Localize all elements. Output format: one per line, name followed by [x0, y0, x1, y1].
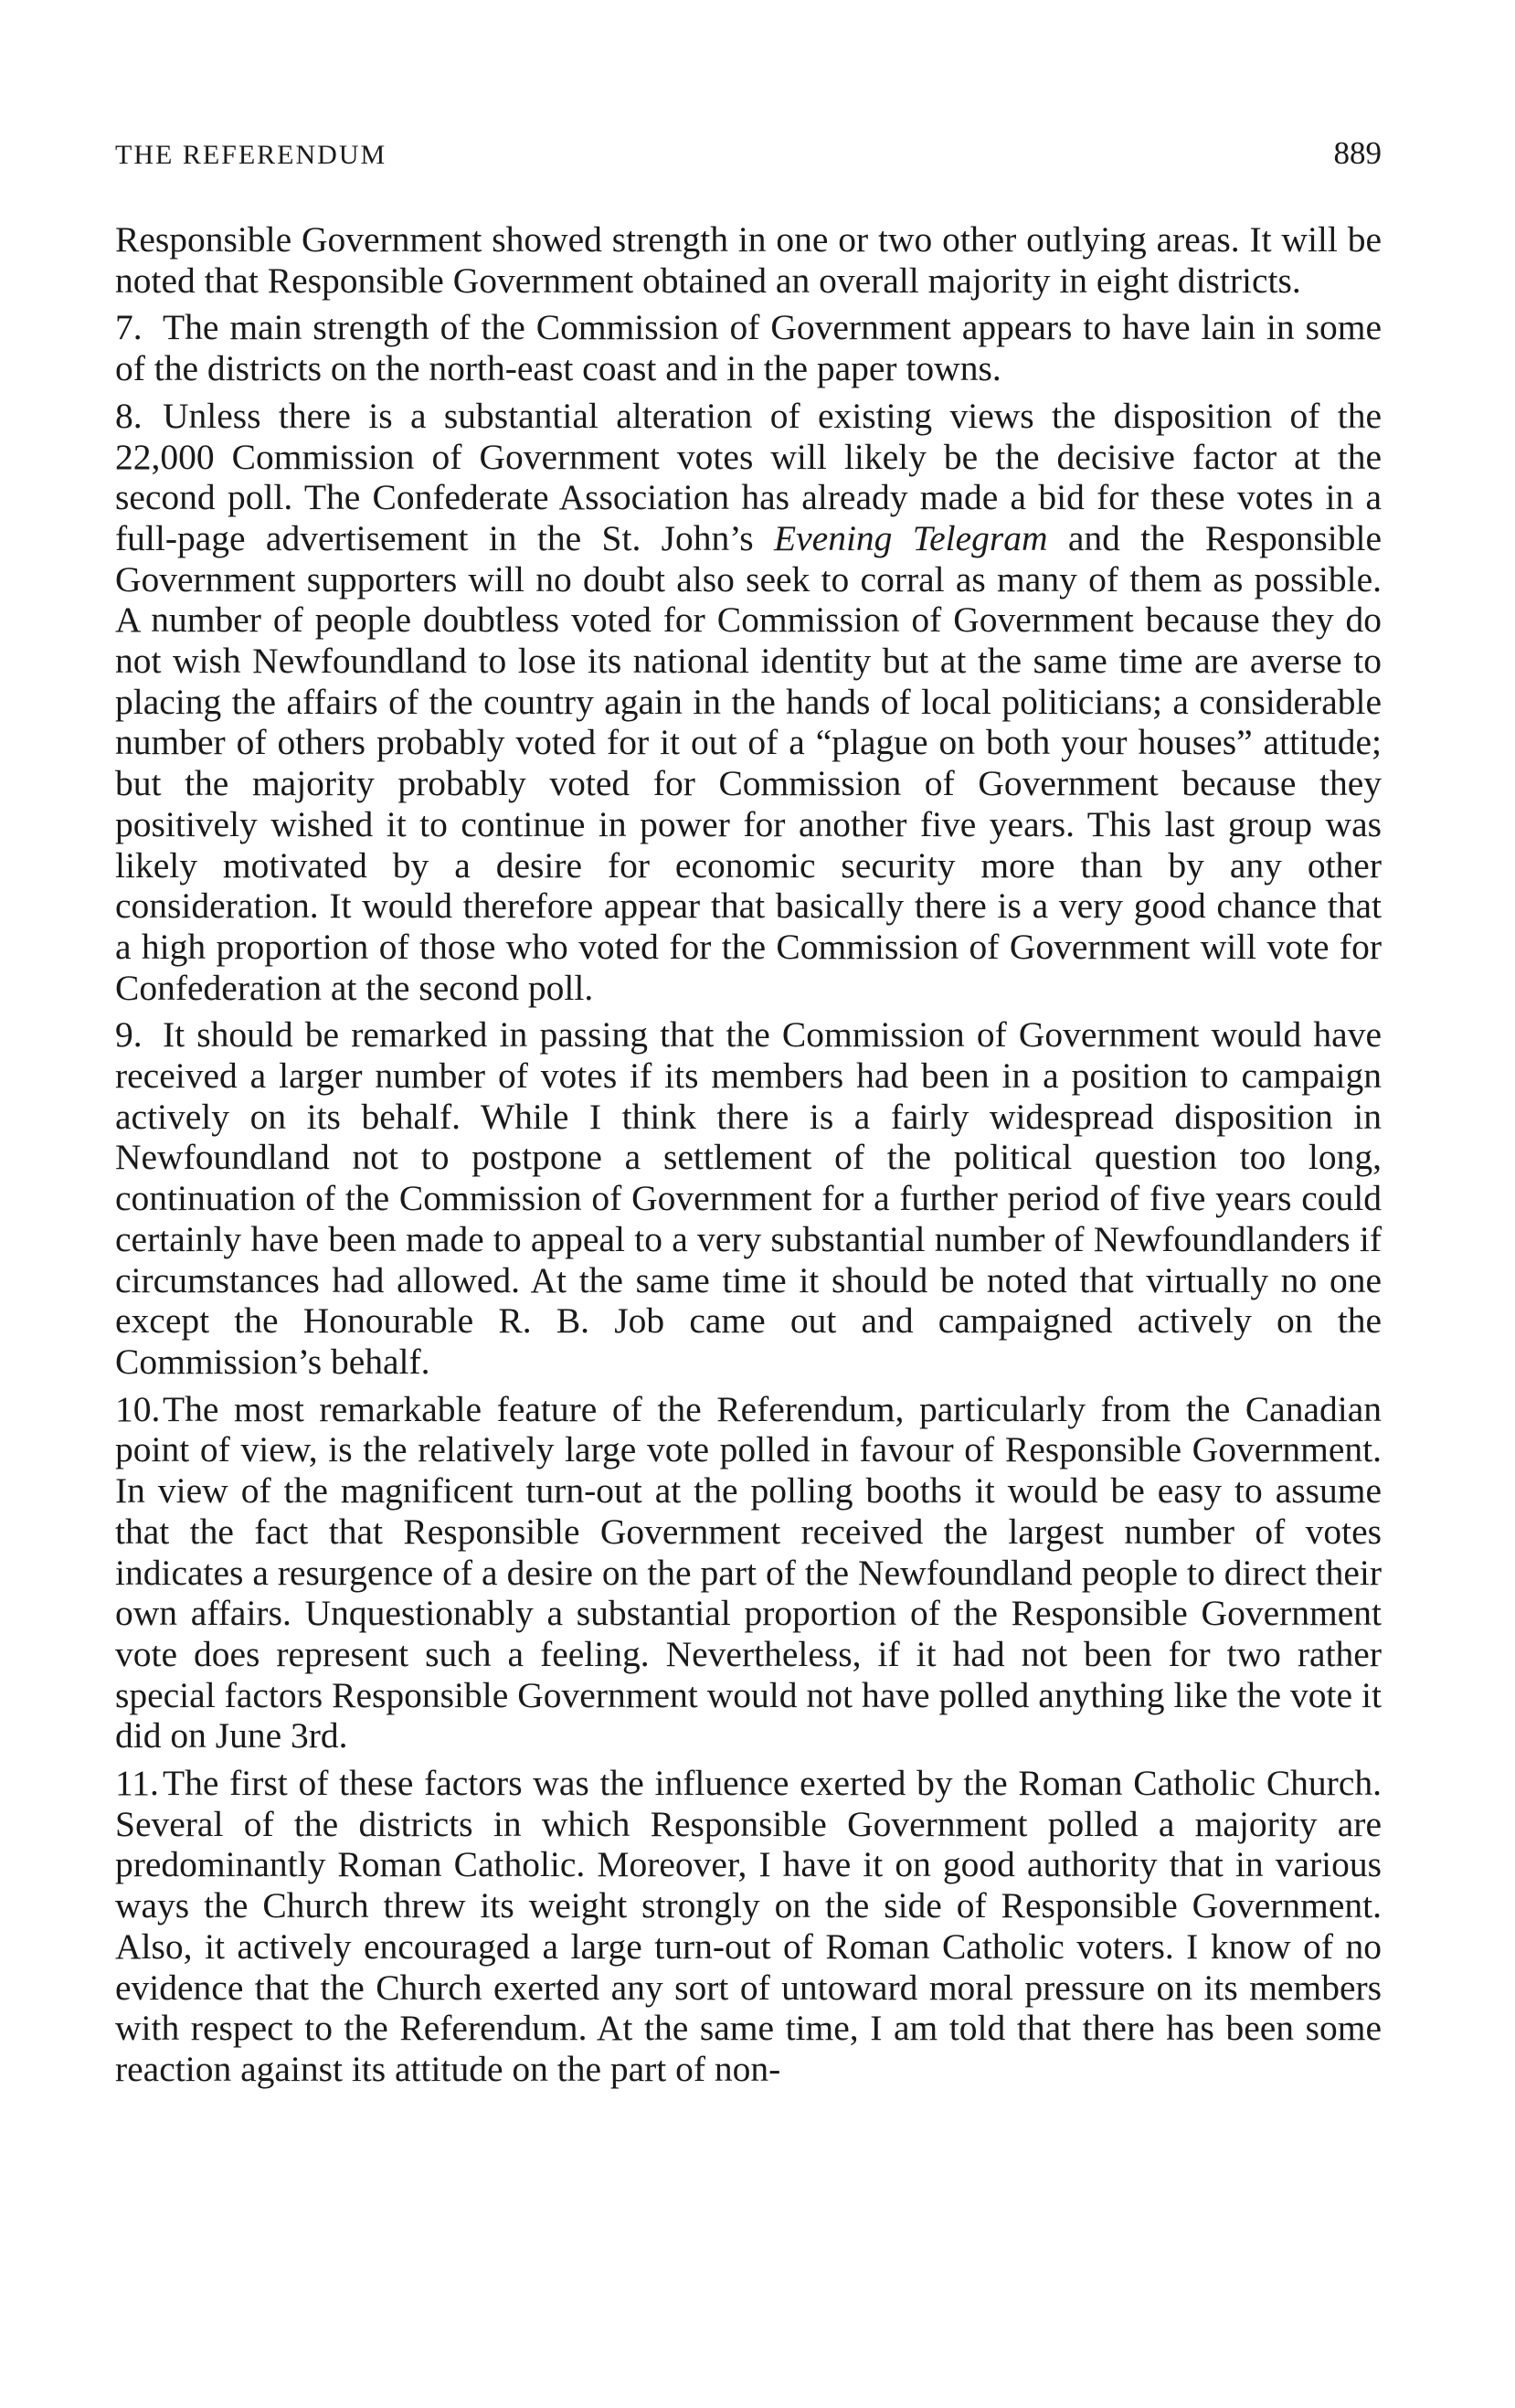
newspaper-title: Evening Telegram — [774, 517, 1048, 558]
document-page — [115, 135, 1382, 2096]
paragraph-text: The main strength of the Commission of Government appears to have lain in some of the districts on the north-east coast and in the paper towns. — [115, 307, 1382, 389]
paragraph-number: 11. — [115, 1763, 159, 1804]
paragraph-10 — [115, 1389, 1382, 1756]
paragraph-continued — [115, 219, 1382, 301]
paragraph-8 — [115, 396, 1382, 1009]
paragraph-number: 10. — [115, 1388, 161, 1429]
paragraph-text: Responsible Government showed strength in one or two other outlying areas. It will be noted that Responsible Government obtained an overall majority in eight districts. — [115, 219, 1382, 301]
paragraph-text: Unless there is a substantial alteration of existing views the disposition of the 22,000 Commission of Government votes will likely be the decisive factor at the second poll. The Confederate Association has already made a bid for these votes in a full-page advertisement in the St. John’s — [115, 395, 1382, 558]
paragraph-11 — [115, 1763, 1382, 2090]
paragraph-number: 8. — [115, 395, 143, 436]
paragraph-7 — [115, 307, 1382, 388]
paragraph-text-continued: and the Responsible Government supporters will no doubt also seek to corral as many of them as possible. A number of people doubtless voted for Commission of Government because they do not wish Newfoundland to lose its national identity but at the same time are averse to placing the affairs of the country again in the hands of local politicians; a considerable number of others probably voted for it out of a “plague on both your houses” attitude; but the majority probably voted for Commission of Government because they positively wished it to continue in power for another five years. This last group was likely motivated by a desire for economic security more than by any other consideration. It would therefore appear that basically there is a very good chance that a high proportion of those who voted for the Commission of Government will vote for Confederation at the second poll. — [115, 517, 1382, 1008]
running-title: THE REFERENDUM — [115, 140, 387, 170]
paragraph-number: 9. — [115, 1014, 143, 1055]
running-header — [115, 135, 1382, 172]
page-number: 889 — [1333, 135, 1382, 171]
paragraph-text: The first of these factors was the influence exerted by the Roman Catholic Church. Several of the districts in which Responsible Government polled a majority are predominantly Roman Catholic. Moreover, I have it on good authority that in various ways the Church threw its weight strongly on the side of Responsible Government. Also, it actively encouraged a large turn-out of Roman Catholic voters. I know of no evidence that the Church exerted any sort of untoward moral pressure on its members with respect to the Referendum. At the same time, I am told that there has been some reaction against its attitude on the part of non- — [115, 1763, 1382, 2089]
paragraph-text: It should be remarked in passing that the Commission of Government would have received a larger number of votes if its members had been in a position to campaign actively on its behalf. While I think there is a fairly widespread disposition in Newfoundland not to postpone a settlement of the political question too long, continuation of the Commission of Government for a further period of five years could certainly have been made to appeal to a very substantial number of Newfoundlanders if circumstances had allowed. At the same time it should be noted that virtually no one except the Honourable R. B. Job came out and campaigned actively on the Commission’s behalf. — [115, 1014, 1382, 1382]
paragraph-9 — [115, 1014, 1382, 1382]
paragraph-number: 7. — [115, 307, 143, 348]
paragraph-text: The most remarkable feature of the Referendum, particularly from the Canadian point of view, is the relatively large vote polled in favour of Responsible Government. In view of the magnificent turn-out at the polling booths it would be easy to assume that the fact that Responsible Government received the largest number of votes indicates a resurgence of a desire on the part of the Newfoundland people to direct their own affairs. Unquestionably a substantial proportion of the Responsible Government vote does represent such a feeling. Nevertheless, if it had not been for two rather special factors Responsible Government would not have polled anything like the vote it did on June 3rd. — [115, 1388, 1382, 1756]
body-text — [115, 219, 1382, 2090]
